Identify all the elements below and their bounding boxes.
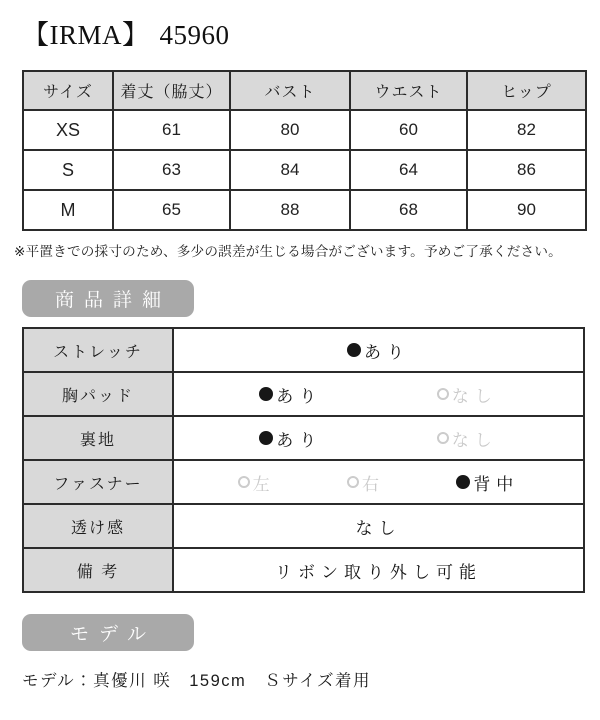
empty-circle-icon: [347, 476, 359, 488]
size-table-header-waist: ウエスト: [350, 71, 467, 110]
filled-circle-icon: [347, 343, 361, 357]
size-cell-value: 88: [230, 190, 350, 230]
option-unselected: [347, 470, 385, 495]
option-label: あり: [276, 430, 323, 450]
detail-row-bust-pad: [23, 372, 584, 416]
option-label: なし: [451, 386, 498, 406]
size-table-header-bust: バスト: [230, 71, 350, 110]
option-unselected: [437, 382, 498, 407]
size-cell-value: 64: [350, 150, 467, 190]
size-cell-label: S: [23, 150, 113, 190]
details-section-heading: 商品詳細: [22, 280, 194, 317]
size-cell-label: M: [23, 190, 113, 230]
option-label: 背中: [473, 474, 520, 494]
detail-label: 透け感: [23, 504, 173, 548]
page-title: [22, 18, 600, 52]
detail-label: ファスナー: [23, 460, 173, 504]
size-cell-value: 80: [230, 110, 350, 150]
option-group: [174, 382, 583, 407]
option-label: 右: [361, 474, 385, 494]
option-selected: [259, 426, 322, 451]
option-group: [174, 514, 583, 539]
size-cell-value: 65: [113, 190, 230, 230]
option-unselected: [238, 470, 276, 495]
size-row-m: [23, 190, 586, 230]
option-selected: [275, 558, 482, 583]
size-row-s: [23, 150, 586, 190]
detail-label: ストレッチ: [23, 328, 173, 372]
option-label: リボン取り外し可能: [275, 562, 482, 582]
size-cell-label: XS: [23, 110, 113, 150]
detail-row-zipper: [23, 460, 584, 504]
detail-row-sheerness: [23, 504, 584, 548]
size-cell-value: 63: [113, 150, 230, 190]
model-section-heading: モデル: [22, 614, 194, 651]
filled-circle-icon: [456, 475, 470, 489]
option-label: あり: [276, 386, 323, 406]
size-cell-value: 68: [350, 190, 467, 230]
size-row-xs: [23, 110, 586, 150]
size-cell-value: 82: [467, 110, 586, 150]
option-selected: [356, 514, 402, 539]
detail-row-lining: [23, 416, 584, 460]
empty-circle-icon: [437, 432, 449, 444]
product-number: 45960: [159, 20, 230, 50]
detail-label: 備 考: [23, 548, 173, 592]
size-cell-value: 84: [230, 150, 350, 190]
model-info-text: モデル：真優川 咲 159cm Ｓサイズ着用: [22, 672, 371, 690]
detail-label: 胸パッド: [23, 372, 173, 416]
option-group: [174, 426, 583, 451]
measurement-disclaimer: ※平置きでの採寸のため、多少の誤差が生じる場合がございます。予めご了承ください。: [14, 244, 562, 259]
option-label: 左: [252, 474, 276, 494]
option-selected: [259, 382, 322, 407]
size-table-header-length: 着丈（脇丈）: [113, 71, 230, 110]
detail-label: 裏地: [23, 416, 173, 460]
size-cell-value: 60: [350, 110, 467, 150]
option-selected: [347, 338, 410, 363]
option-group: [174, 558, 583, 583]
option-label: なし: [355, 518, 402, 538]
empty-circle-icon: [238, 476, 250, 488]
option-group: [174, 470, 583, 495]
size-table-header-hip: ヒップ: [467, 71, 586, 110]
size-cell-value: 86: [467, 150, 586, 190]
filled-circle-icon: [259, 431, 273, 445]
detail-row-stretch: [23, 328, 584, 372]
size-cell-value: 61: [113, 110, 230, 150]
option-label: なし: [451, 430, 498, 450]
option-unselected: [437, 426, 498, 451]
size-table-header-row: [23, 71, 586, 110]
brand-name: 【IRMA】: [22, 20, 150, 50]
size-cell-value: 90: [467, 190, 586, 230]
size-table: [22, 70, 587, 231]
detail-row-remarks: [23, 548, 584, 592]
details-table: [22, 327, 585, 593]
size-table-header-size: サイズ: [23, 71, 113, 110]
filled-circle-icon: [259, 387, 273, 401]
option-group: [174, 338, 583, 363]
empty-circle-icon: [437, 388, 449, 400]
option-selected: [456, 470, 519, 495]
option-label: あり: [364, 342, 410, 362]
